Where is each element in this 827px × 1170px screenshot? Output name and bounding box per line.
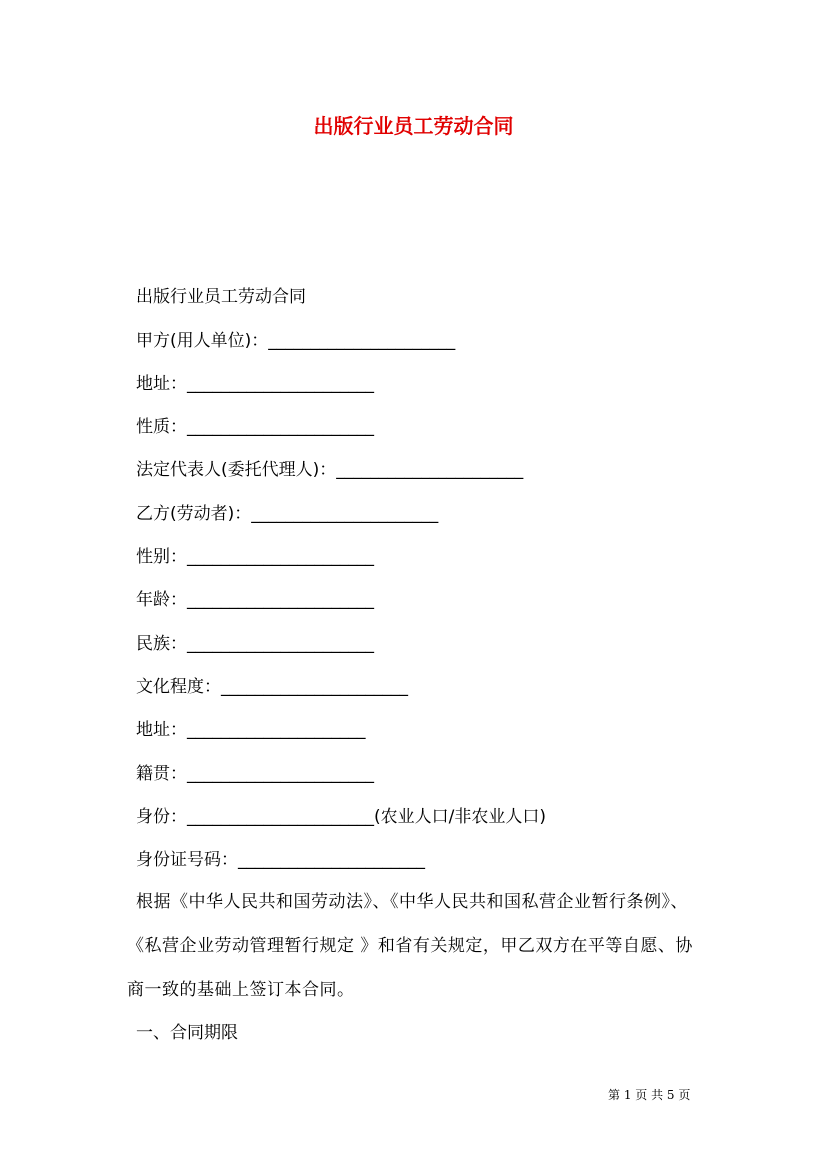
identity-line: 身份：______________________(农业人口/非农业人口) (136, 807, 546, 827)
party-a-line: 甲方(用人单位)：______________________ (136, 331, 456, 351)
id-number-line: 身份证号码：______________________ (136, 850, 425, 870)
party-a-nature-line: 性质：______________________ (136, 417, 374, 437)
legal-representative-line: 法定代表人(委托代理人)：______________________ (136, 460, 524, 480)
party-b-line: 乙方(劳动者)：______________________ (136, 504, 439, 524)
gender-line: 性别：______________________ (136, 547, 374, 567)
party-b-address-line: 地址：_____________________ (136, 720, 366, 740)
party-a-address-line: 地址：______________________ (136, 374, 374, 394)
contract-heading-line: 出版行业员工劳动合同 (136, 287, 306, 307)
section-heading: 一、合同期限 (136, 1023, 238, 1043)
page-number: 第 1 页 共 5 页 (608, 1088, 691, 1102)
document-title: 出版行业员工劳动合同 (313, 114, 514, 138)
ethnicity-line: 民族：______________________ (136, 634, 374, 654)
education-line: 文化程度：______________________ (136, 677, 408, 697)
native-place-line: 籍贯：______________________ (136, 764, 374, 784)
age-line: 年龄：______________________ (136, 590, 374, 610)
basis-paragraph: 根据《中华人民共和国劳动法》、《中华人民共和国私营企业暂行条例》、《私营企业劳动管理暂行规定 》和省有关规定，甲乙双方在平等自愿、协商一致的基础上签订本合同。 (127, 892, 693, 1000)
